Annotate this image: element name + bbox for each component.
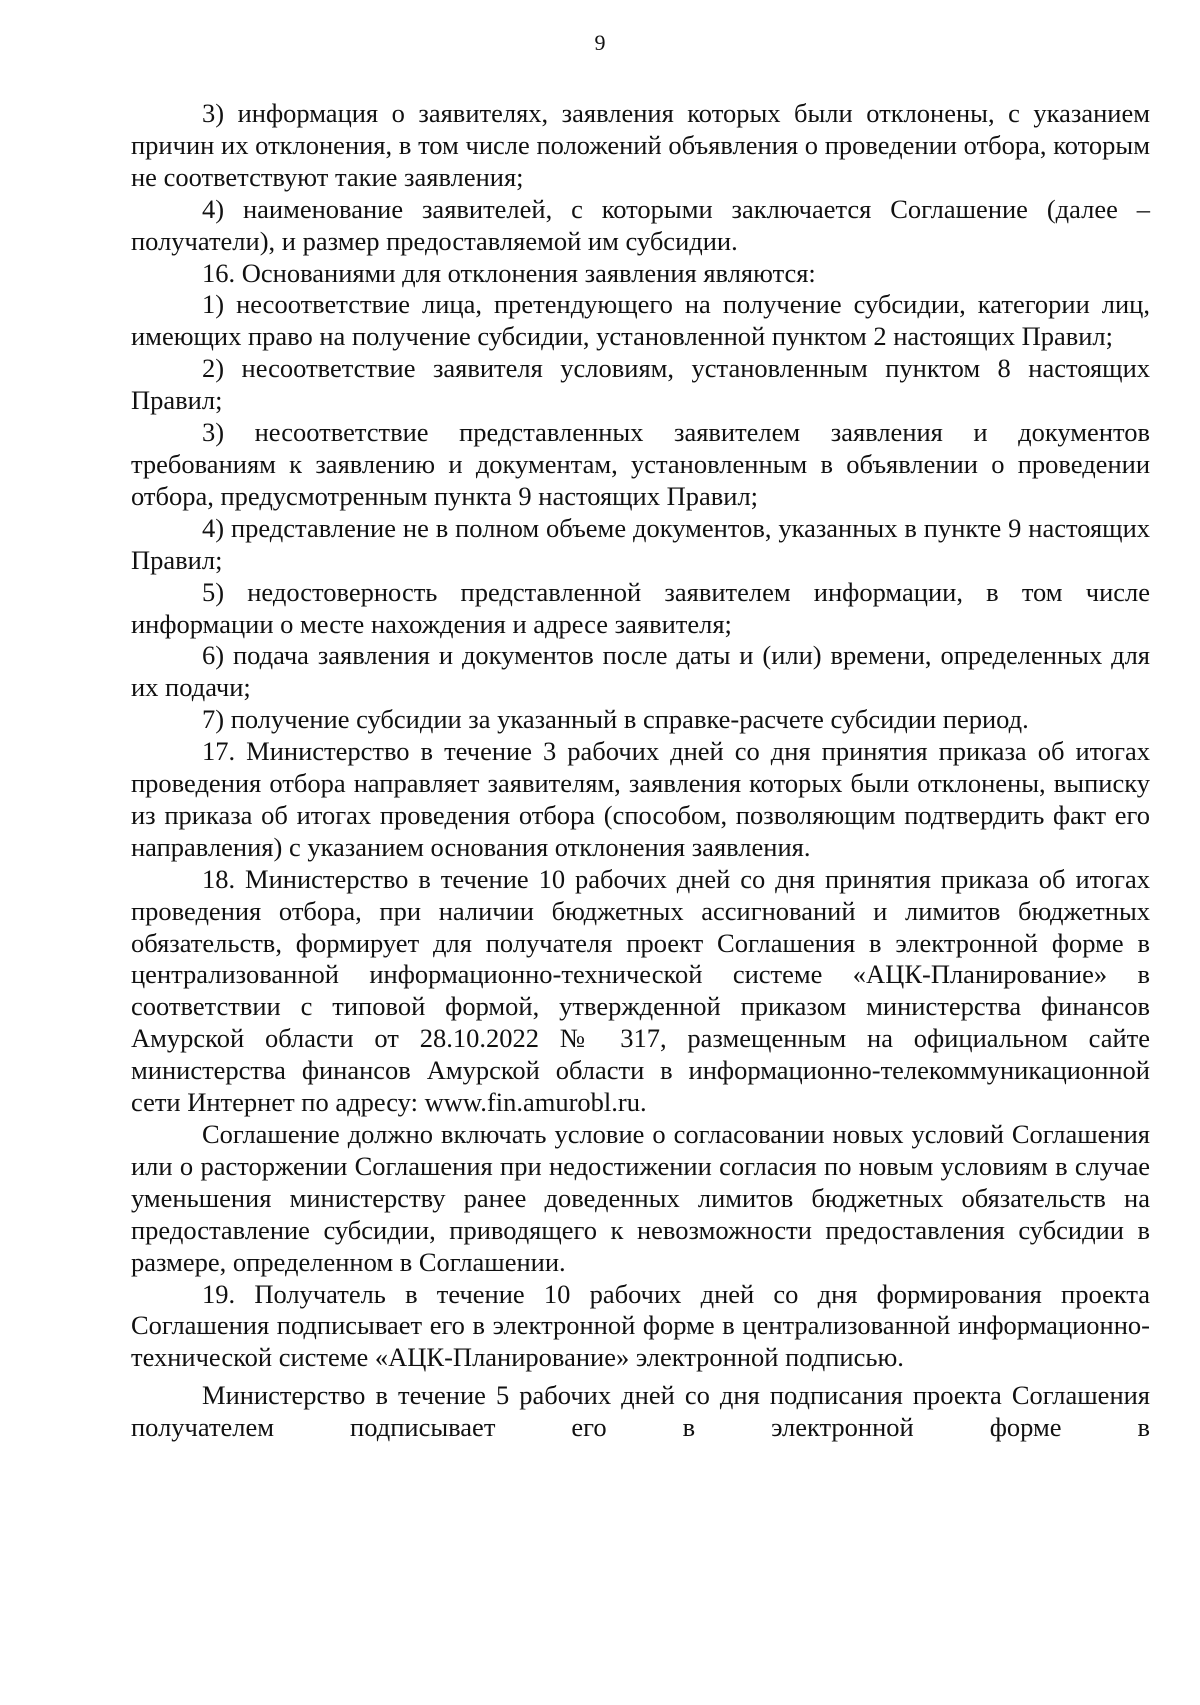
document-body	[131, 98, 1150, 1444]
paragraph-ministry-signing: Министерство в течение 5 рабочих дней со дня подписания проекта Соглашения получателем подписывает его в электронной форме в	[131, 1380, 1150, 1443]
paragraph-16-item-5: 5) недостоверность представленной заявителем информации, в том числе информации о месте нахождения и адресе заявителя;	[131, 576, 1150, 639]
paragraph-section-19: 19. Получатель в течение 10 рабочих дней со дня формирования проекта Соглашения подписывает его в электронной форме в централизованной информационно-технической системе «АЦК-Планирование» электронной подписью.	[131, 1278, 1150, 1373]
paragraph-section-18: 18. Министерство в течение 10 рабочих дней со дня принятия приказа об итогах проведения отбора, при наличии бюджетных ассигнований и лимитов бюджетных обязательств, формирует для получателя проект Соглашения в электронной форме в централизованной информационно-технической системе «АЦК-Планирование» в соответствии с типовой формой, утвержденной приказом министерства финансов Амурской области от 28.10.2022 № 317, размещенным на официальном сайте министерства финансов Амурской области в информационно-телекоммуникационной сети Интернет по адресу: www.fin.amurobl.ru.	[131, 863, 1150, 1118]
page-number: 9	[594, 30, 606, 55]
paragraph-16-item-6: 6) подача заявления и документов после даты и (или) времени, определенных для их подачи;	[131, 640, 1150, 703]
paragraph-16-item-1: 1) несоответствие лица, претендующего на получение субсидии, категории лиц, имеющих право на получение субсидии, установленной пунктом 2 настоящих Правил;	[131, 289, 1150, 352]
paragraph-16-item-3: 3) несоответствие представленных заявителем заявления и документов требованиям к заявлению и документам, установленным в объявлении о проведении отбора, предусмотренным пункта 9 настоящих Правил;	[131, 417, 1150, 511]
paragraph-16-item-2: 2) несоответствие заявителя условиям, установленным пунктом 8 настоящих Правил;	[131, 353, 1150, 416]
paragraph-section-16: 16. Основаниями для отклонения заявления являются:	[202, 257, 816, 288]
paragraph-section-17: 17. Министерство в течение 3 рабочих дней со дня принятия приказа об итогах проведения отбора направляет заявителям, заявления которых были отклонены, выписку из приказа об итогах проведения отбора (способом, позволяющим подтвердить факт его направления) с указанием основания отклонения заявления.	[131, 736, 1150, 862]
paragraph-agreement-conditions: Соглашение должно включать условие о согласовании новых условий Соглашения или о расторжении Соглашения при недостижении согласия по новым условиям в случае уменьшения министерству ранее доведенных лимитов бюджетных обязательств на предоставление субсидии, приводящего к невозможности предоставления субсидии в размере, определенном в Соглашении.	[131, 1119, 1150, 1277]
paragraph-16-item-7: 7) получение субсидии за указанный в справке-расчете субсидии период.	[202, 704, 1029, 735]
paragraph-16-item-4: 4) представление не в полном объеме документов, указанных в пункте 9 настоящих Правил;	[131, 512, 1150, 575]
paragraph-item-3-rejected-applicants: 3) информация о заявителях, заявления которых были отклонены, с указанием причин их отклонения, в том числе положений объявления о проведении отбора, которым не соответствуют такие заявления;	[131, 98, 1150, 192]
paragraph-item-4-recipients: 4) наименование заявителей, с которыми заключается Соглашение (далее – получатели), и размер предоставляемой им субсидии.	[131, 193, 1150, 256]
